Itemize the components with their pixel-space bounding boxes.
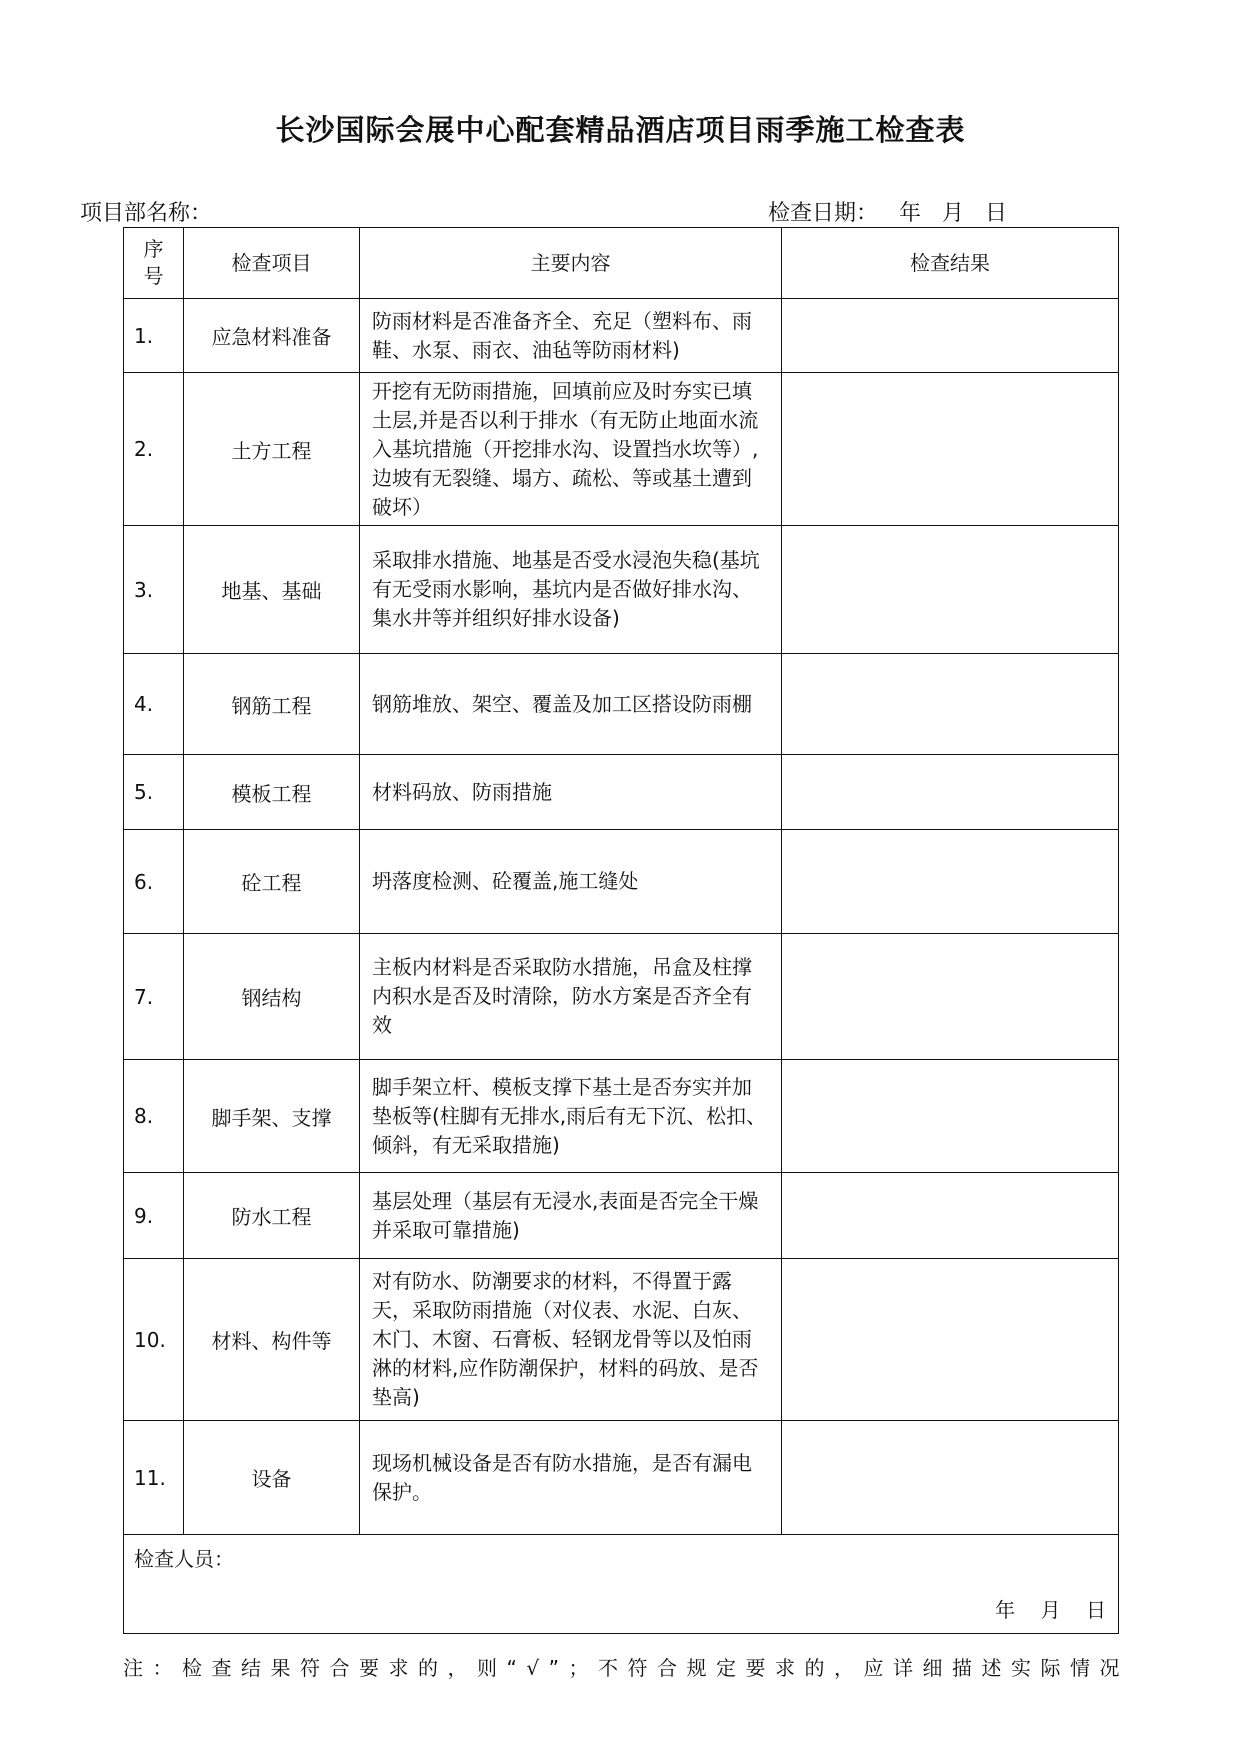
row-content: 采取排水措施、地基是否受水浸泡失稳(基坑有无受雨水影响，基坑内是否做好排水沟、集水井等并组织好排水设备)	[360, 526, 782, 654]
inspection-date-units: 年 月 日	[878, 201, 1007, 226]
row-item: 应急材料准备	[184, 299, 360, 373]
table-row	[124, 830, 1119, 934]
header-content: 主要内容	[360, 228, 782, 299]
table-row	[124, 1259, 1119, 1421]
inspector-date: 年 月 日	[995, 1598, 1106, 1622]
table-row	[124, 373, 1119, 526]
row-item: 土方工程	[184, 373, 360, 526]
row-content: 脚手架立杆、模板支撑下基土是否夯实并加垫板等(柱脚有无排水,雨后有无下沉、松扣、倾斜，有无采取措施)	[360, 1060, 782, 1173]
project-name-label: 项目部名称：	[80, 201, 213, 226]
row-item: 钢结构	[184, 934, 360, 1060]
row-content: 钢筋堆放、架空、覆盖及加工区搭设防雨棚	[360, 654, 782, 755]
row-no: 3.	[124, 526, 184, 654]
row-item: 材料、构件等	[184, 1259, 360, 1421]
row-result[interactable]	[782, 1421, 1119, 1535]
row-result[interactable]	[782, 830, 1119, 934]
row-item: 模板工程	[184, 755, 360, 830]
row-item: 地基、基础	[184, 526, 360, 654]
row-content: 现场机械设备是否有防水措施，是否有漏电保护。	[360, 1421, 782, 1535]
row-no: 2.	[124, 373, 184, 526]
inspection-date-field	[768, 196, 1007, 227]
row-no: 1.	[124, 299, 184, 373]
table-row	[124, 755, 1119, 830]
inspection-table	[123, 227, 1119, 1634]
row-content: 防雨材料是否准备齐全、充足（塑料布、雨鞋、水泵、雨衣、油毡等防雨材料)	[360, 299, 782, 373]
row-no: 4.	[124, 654, 184, 755]
header-no: 序 号	[124, 228, 184, 299]
inspection-date-label: 检查日期：	[768, 201, 879, 226]
row-content: 主板内材料是否采取防水措施，吊盒及柱撑内积水是否及时清除，防水方案是否齐全有效	[360, 934, 782, 1060]
table-row	[124, 526, 1119, 654]
row-result[interactable]	[782, 1259, 1119, 1421]
row-no: 5.	[124, 755, 184, 830]
header-result: 检查结果	[782, 228, 1119, 299]
row-no: 8.	[124, 1060, 184, 1173]
row-no: 9.	[124, 1173, 184, 1259]
row-no: 7.	[124, 934, 184, 1060]
row-result[interactable]	[782, 373, 1119, 526]
row-content: 基层处理（基层有无浸水,表面是否完全干燥并采取可靠措施)	[360, 1173, 782, 1259]
table-row	[124, 1060, 1119, 1173]
row-no: 6.	[124, 830, 184, 934]
inspector-label: 检查人员：	[134, 1547, 234, 1571]
row-result[interactable]	[782, 526, 1119, 654]
row-content: 坍落度检测、砼覆盖,施工缝处	[360, 830, 782, 934]
table-row	[124, 934, 1119, 1060]
row-no: 10.	[124, 1259, 184, 1421]
table-row	[124, 1173, 1119, 1259]
row-item: 设备	[184, 1421, 360, 1535]
table-row	[124, 654, 1119, 755]
row-no: 11.	[124, 1421, 184, 1535]
page-title: 长沙国际会展中心配套精品酒店项目雨季施工检查表	[275, 113, 966, 147]
inspector-row	[124, 1535, 1119, 1634]
row-result[interactable]	[782, 654, 1119, 755]
row-result[interactable]	[782, 299, 1119, 373]
row-result[interactable]	[782, 1060, 1119, 1173]
table-row	[124, 1421, 1119, 1535]
footnote: 注：检查结果符合要求的，则“√”；不符合规定要求的，应详细描述实际情况	[123, 1656, 1129, 1680]
row-result[interactable]	[782, 1173, 1119, 1259]
row-content: 开挖有无防雨措施，回填前应及时夯实已填土层,并是否以利于排水（有无防止地面水流入基坑措施（开挖排水沟、设置挡水坎等）,边坡有无裂缝、塌方、疏松、等或基土遭到破坏）	[360, 373, 782, 526]
row-item: 钢筋工程	[184, 654, 360, 755]
row-content: 材料码放、防雨措施	[360, 755, 782, 830]
row-item: 砼工程	[184, 830, 360, 934]
row-item: 防水工程	[184, 1173, 360, 1259]
row-result[interactable]	[782, 934, 1119, 1060]
row-result[interactable]	[782, 755, 1119, 830]
row-content: 对有防水、防潮要求的材料，不得置于露天，采取防雨措施（对仪表、水泥、白灰、木门、木窗、石膏板、轻钢龙骨等以及怕雨淋的材料,应作防潮保护，材料的码放、是否垫高)	[360, 1259, 782, 1421]
header-item: 检查项目	[184, 228, 360, 299]
table-row	[124, 299, 1119, 373]
table-header-row	[124, 228, 1119, 299]
inspector-cell[interactable]	[124, 1535, 1119, 1634]
row-item: 脚手架、支撑	[184, 1060, 360, 1173]
